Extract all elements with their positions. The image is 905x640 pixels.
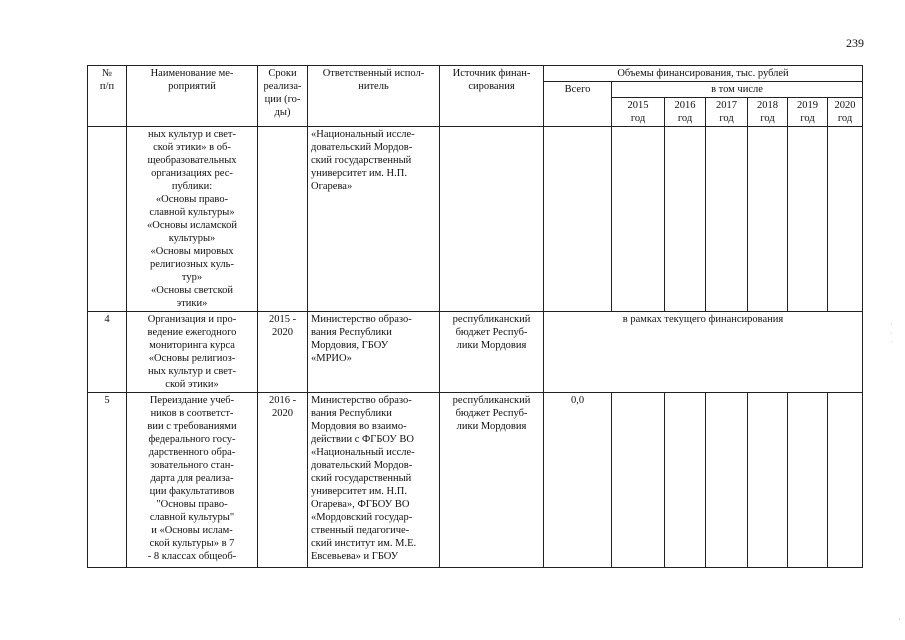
cell-year [748,127,788,312]
cell-name: Переиздание учеб- ников в соответст- вии с требованиями федерального госу- дарственного обра- зовательного стан- дарта для реализа- ции факультативов "Основы право- славной культуры" и «Основы ислам- ской культуры» в 7 - 8 классах общеоб- [127,393,258,568]
cell-responsible: «Национальный иссле- довательский Мордов- ский государственный университет им. Н.П. Огарева» [308,127,440,312]
cell-responsible: Министерство образо- вания Республики Мордовия во взаимо- действии с ФГБОУ ВО «Национальный иссле- довательский Мордов- ский государственный университет им. Н.П. Огарева», ФГБОУ ВО «Мордовский государ- ственный педагогиче- ский институт им. М.Е. Евсевьева» и ГБОУ [308,393,440,568]
table-row [88,393,863,568]
cell-name: Организация и про- ведение ежегодного мониторинга курса «Основы религиоз- ных культур и свет- ской этики» [127,312,258,393]
cell-year [612,127,665,312]
header-num: № п/п [88,66,127,127]
header-total: Всего [544,82,612,127]
header-name: Наименование ме- роприятий [127,66,258,127]
cell-total: 0,0 [544,393,612,568]
header-responsible: Ответственный испол- нитель [308,66,440,127]
cell-total [544,127,612,312]
header-including: в том числе [612,82,863,98]
header-funding: Объемы финансирования, тыс. рублей [544,66,863,82]
cell-year [788,393,828,568]
cell-year [706,127,748,312]
header-year: 2019 год [788,98,828,127]
page-number: 239 [846,36,864,50]
header-row [88,66,863,82]
scan-corner-mark: · [898,615,901,624]
cell-period: 2016 - 2020 [258,393,308,568]
cell-num: 4 [88,312,127,393]
cell-num [88,127,127,312]
header-year: 2015 год [612,98,665,127]
cell-num: 5 [88,393,127,568]
cell-year [828,127,863,312]
cell-year [748,393,788,568]
cell-source [440,127,544,312]
cell-source: республиканский бюджет Респуб- лики Мордовия [440,312,544,393]
scan-margin-dots: · · · [890,320,893,347]
header-source: Источник финан- сирования [440,66,544,127]
cell-name: ных культур и свет- ской этики» в об- щеобразовательных организациях рес- публики: «Основы право- славной культуры» «Основы исламской культуры» «Основы мировых религиозных куль- тур» «Основы светской этики» [127,127,258,312]
header-year: 2016 год [665,98,706,127]
cell-year [665,127,706,312]
cell-year [612,393,665,568]
cell-funding-note: в рамках текущего финансирования [544,312,863,393]
funding-plan-table [87,65,863,568]
cell-year [828,393,863,568]
cell-year [788,127,828,312]
cell-source: республиканский бюджет Респуб- лики Мордовия [440,393,544,568]
header-year: 2020 год [828,98,863,127]
cell-year [706,393,748,568]
cell-year [665,393,706,568]
table-row [88,312,863,393]
header-year: 2017 год [706,98,748,127]
header-year: 2018 год [748,98,788,127]
header-period: Сроки реализа- ции (го- ды) [258,66,308,127]
cell-period: 2015 - 2020 [258,312,308,393]
table-row [88,127,863,312]
cell-responsible: Министерство образо- вания Республики Мордовия, ГБОУ «МРИО» [308,312,440,393]
cell-period [258,127,308,312]
